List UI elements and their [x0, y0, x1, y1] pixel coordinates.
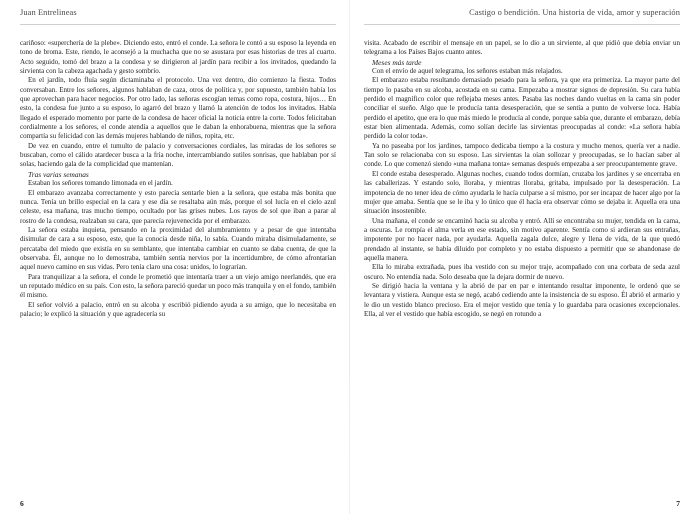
paragraph: De vez en cuando, entre el tumulto de palacio y conversaciones cordiales, las miradas de los señores se buscaban, como el cálido atardecer busca a la fría noche, intercambiando sutiles sonrisas, que hablaban por sí solas, haciendo gala de la complicidad que mantenían. — [20, 141, 336, 169]
paragraph: Una mañana, el conde se encaminó hacia su alcoba y entró. Allí se encontraba su mujer, tendida en la cama, a oscuras. Le rompía el alma verla en ese estado, sin motivo aparente. Sentía como si ardieran sus entrañas, impotente por no hacer nada, por ayudarla. Aquella zagala dulce, alegre y llena de vida, de la que quedó prendado al instante, se había diluido por completo y no estaba dispuesto a permitir que se abandonase de aquella manera. — [364, 216, 680, 262]
running-head-author: Juan Entrelineas — [20, 2, 336, 25]
paragraph: El embarazo avanzaba correctamente y esto parecía sentarle bien a la señora, que estaba más bonita que nunca. Tenía un brillo especial en la cara y ese día se resaltaba aún más, porque el sol lucía en el cielo azul celeste, esa mañana, tras mucho tiempo, ocultado por las grises nubes. Los rayos de sol que iban a parar al rostro de la condesa, realzaban su cara, que parecía rejuvenecida por el embarazo. — [20, 188, 336, 225]
section-title: Tras varias semanas — [28, 169, 89, 179]
paragraph: El conde estaba desesperado. Algunas noches, cuando todos dormían, cruzaba los jardines y se encerraba en las caballerizas. Y estando solo, lloraba, y mientras lloraba, gritaba, impulsado por la desesperación. La impotencia de no tener idea de cómo ayudarla le hacía culparse a sí mismo, por ser incapaz de hacer algo por la mujer que amaba. Sentía que se le iba y lo único que él hacía era observar cómo se dejaba ir. Aquella era una situación insostenible. — [364, 169, 680, 216]
page-number: 7 — [676, 499, 680, 508]
paragraph: Ella lo miraba extrañada, pues iba vestido con su mejor traje, acompañado con una corbata de seda azul oscuro. No entendía nada. Solo deseaba que la dejara dormir de nuevo. — [364, 263, 680, 281]
paragraph: El embarazo estaba resultando demasiado pesado para la señora, ya que era primeriza. La mayor parte del tiempo lo pasaba en su alcoba, acostada en su cama. Empezaba a mostrar signos de depresión. Su cara había perdido el magnífico color que reflejaba meses antes. Pasaba las noches dando vueltas en la cama sin poder conciliar el sueño. Algo que le producía tanta desesperación, que se sentía a punto de volverse loca. Había perdido el apetito, que era lo que más miedo le producía al conde, porque sabía que, durante el embarazo, debía estar bien alimentada. Además, como solían decírle las sirvientas preocupadas al conde: «La señora había perdido la color toda». — [364, 76, 680, 141]
section-title: Meses más tarde — [372, 57, 422, 67]
left-page-body — [20, 39, 336, 319]
paragraph: La señora estaba inquieta, pensando en la proximidad del alumbramiento y a pesar de que intentaba disimular de cara a su esposo, este, que la conocía desde niña, lo sabía. Cuando miraba disimuladamente, se percataba del miedo que existía en su semblante, que intentaba cambiar en cuanto se daba cuenta, de que la observaba. Él, aunque no lo demostraba, también sentía nervios por la incertidumbre, de cómo afrontarían aquel nuevo camino en sus vidas. Pero tenía claro una cosa: unidos, lo lograrían. — [20, 225, 336, 272]
paragraph: Estaban los señores tomando limonada en el jardín. — [28, 179, 173, 188]
right-page-body — [364, 39, 680, 319]
paragraph: cariñoso: «superchería de la plebe». Diciendo esto, entró el conde. La señora le contó a su esposo la leyenda en tono de broma. Este, riendo, le aconsejó a la muchacha que no se asustara por esas historias de tres al cuarto. Acto seguido, tomó del brazo a la condesa y se dirigieron al jardín para recibir a los invitados, quedando la sirvienta con la cabeza agachada y gesto sombrío. — [20, 39, 336, 76]
paragraph: Con el envío de aquel telegrama, los señores estaban más relajados. — [372, 67, 563, 76]
paragraph: visita. Acabado de escribir el mensaje en un papel, se lo dio a un sirviente, al que pidió que debía enviar un telegrama a los Países Bajos cuanto antes. — [364, 39, 680, 57]
paragraph: Se dirigió hacia la ventana y la abrió de par en par e intentando resultar imponente, le ordenó que se levantara y vistiera. Aunque esta se negó, acabó cediendo ante la insistencia de su esposo. Él abrió el armario y le dio un vestido blanco precioso. Era el mejor vestido que tenía y lo guardaba para ocasiones excepcionales. Ella, al ver el vestido que había escogido, se negó en rotundo a — [364, 281, 680, 318]
paragraph: Para tranquilizar a la señora, el conde le prometió que intentaría traer a un viejo amigo neerlandés, que era un reputado médico en su país. Con esto, la señora pareció quedar un poco más tranquila y en el fondo, también él mismo. — [20, 272, 336, 300]
paragraph: El señor volvió a palacio, entró en su alcoba y escribió pidiendo ayuda a su amigo, que lo necesitaba en palacio; le explicó la situación y que agradecería su — [20, 300, 336, 318]
paragraph: Ya no paseaba por los jardines, tampoco dedicaba tiempo a la costura y mucho menos, quería ver a nadie. Tan solo se relacionaba con su esposo. Las sirvientas la oían sollozar y preocupadas, se lo hacían saber al conde. Lo que comenzó siendo «una mañana tonta» semanas después empezaba a ser preocupantemente grave. — [364, 141, 680, 169]
paragraph: En el jardín, todo fluía según dictaminaba el protocolo. Una vez dentro, dio comienzo la fiesta. Todos conversaban. Entre los señores, algunos hablaban de caza, otros de política y, por supuesto, también había los que aprovechan para hacer negocios. Por otro lado, las señoras escogían temas como ropa, costura, hijos… En esto, la condesa fue junto a su esposo, lo agarró del brazo y llamó la atención de todos los invitados. Había llegado el esperado momento por parte de la condesa de hacer oficial la noticia entre la corte. Todos felicitaban cordialmente a los señores, el conde atendía a aquellos que le daban la enhorabuena, mientras que la señora compartía su felicidad con las demás mujeres hablando de niños, ropita, etc. — [20, 76, 336, 141]
running-head-title: Castigo o bendición. Una historia de vida, amor y superación — [364, 2, 680, 25]
page-number: 6 — [20, 499, 24, 508]
right-page — [350, 0, 700, 514]
